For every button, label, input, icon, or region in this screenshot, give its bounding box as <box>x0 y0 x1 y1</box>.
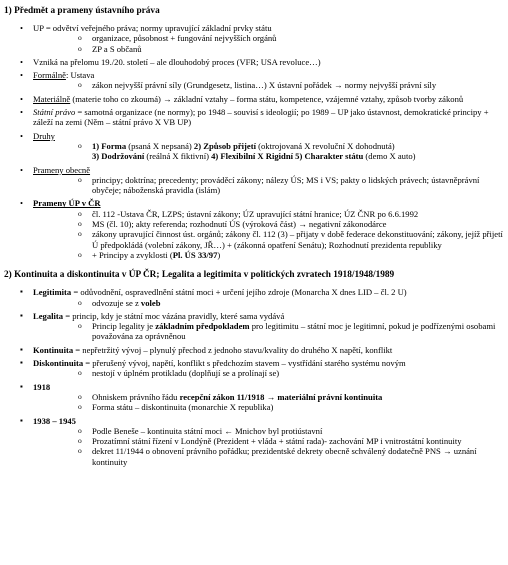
legalita-text: = princip, kdy je státní moc vázána pravidly, které sama vydává <box>63 310 285 321</box>
sub-item: o Forma státu – diskontinuita (monarchie X republika) <box>33 402 504 412</box>
vznik-text: Vzniká na přelomu 19./20. století – ale dlouhodobý proces (VFR; USA revoluce…) <box>33 56 321 67</box>
legalita-sub-text2: pro legitimitu – státní moc je legitimní, pokud je podřízenými osobami považována za oprávněnou <box>92 321 496 342</box>
legitimita-text: = odůvodnění, ospravedlnění státní moci + určení jejího zdroje (Monarcha X dnes LID – čl. 2 U) <box>71 287 407 298</box>
list-item-1918 <box>4 382 504 413</box>
list-item-legitimita <box>4 287 504 308</box>
statni-pravo-text: = samotná organizace (ne normy); po 1948 – souvisí s ideologií; po 1989 – UP jako ústavnost, demokratické principy + záleží na zemi (Něm – státní právo X VB UP) <box>33 107 489 128</box>
kontinuita-label: Kontinuita <box>33 344 74 355</box>
legitimita-label: Legitimita <box>33 287 72 298</box>
statni-pravo-label: Státní právo <box>33 107 76 118</box>
list-item-druhy <box>4 131 504 162</box>
list-item-vznik <box>4 57 504 67</box>
list-item-diskontinuita <box>4 358 504 379</box>
list-item-statni-pravo <box>4 107 504 128</box>
prameny-cr-label: Prameny ÚP v ČR <box>33 198 101 209</box>
plus-reference: Pl. ÚS 33/97 <box>172 249 218 260</box>
principy-text: + Principy a zvyklosti ( <box>92 249 173 260</box>
legalita-sub-bold: základním předpokladem <box>155 321 250 332</box>
druhy-zpusob: 2) Způsob přijetí <box>193 140 256 151</box>
sub-item <box>33 321 504 342</box>
list-item-materialne <box>4 94 504 104</box>
sub-item: o zákon nejvyšší právní síly (Grundgesetz, listina…) X ústavní pořádek → normy nejvyšší právní síly <box>33 80 504 90</box>
sub-item: o čl. 112 -Ustava ČR, LZPS; ústavní zákony; ÚZ upravující státní hranice; ÚZ ČNR po 6.6.1992 <box>33 209 504 219</box>
section-2-title: 2) Kontinuita a diskontinuita v ÚP ČR; Legalita a legitimita v politických zvratech 1918/1948/1989 <box>4 270 395 281</box>
diskontinuita-text: = přerušený vývoj, napětí, konflikt s předchozím stavem – vystřídání starého systému novým <box>83 358 406 369</box>
druhy-dodrzovani: 3) Dodržování <box>92 151 145 162</box>
list-item-formalne <box>4 70 504 91</box>
formalne-text: : Ustava <box>65 70 95 81</box>
druhy-forma: 1) Forma <box>92 140 127 151</box>
up-definition: UP = odvětví veřejného práva; normy upravující základní prvky státu <box>33 23 272 33</box>
druhy-dodrzovani-desc: (reálná X fiktivní) <box>144 151 212 162</box>
diskontinuita-label: Diskontinuita <box>33 358 84 369</box>
prameny-obecne-label: Prameny obecně <box>33 164 91 175</box>
materialne-label: Materiálně <box>33 93 71 104</box>
recepcni-zakon: recepční zákon 11/1918 <box>179 391 265 402</box>
list-item-kontinuita <box>4 345 504 355</box>
sub-item: o Podle Beneše – kontinuita státní moci ← Mnichov byl protiústavní <box>33 426 504 436</box>
sub-item: o MS (čl. 10); akty referenda; rozhodnutí ÚS (výroková část) → negativní zákonodárce <box>33 219 504 229</box>
kontinuita-text: = nepřetržitý vývoj – plynulý přechod z jednoho stavu/kvality do druhého X napětí, konflikt <box>73 344 393 355</box>
legitimita-sub-text: odvozuje se z <box>92 297 141 308</box>
sub-item: o zákony upravující činnost úst. orgánů; zákony čl. 112 (3) – přijaty v době federace dekonstituování; zákony, jejíž přijetí Ú předpokládá (volební zákony, JŘ…) + (zákonná opatření Senátu); Rozhodnutí prezidenta republiky <box>33 229 504 250</box>
legitimita-sub-bold: voleb <box>140 297 161 308</box>
druhy-forma-desc: (psaná X nepsaná) <box>126 140 194 151</box>
list-item-legalita <box>4 311 504 342</box>
sub-item-druhy <box>33 141 504 162</box>
section-1-title: 1) Předmět a prameny ústavního práva <box>4 6 160 16</box>
materialni-kontinuita: → materiální právní kontinuita <box>264 391 383 402</box>
sub-item <box>33 392 504 402</box>
sub-item <box>33 250 504 260</box>
list-item-up <box>4 23 504 54</box>
list-item-1938-1945 <box>4 416 504 467</box>
sub-item <box>33 298 504 308</box>
close-paren: ) <box>217 249 221 260</box>
sub-item: o ZP a S občanů <box>33 44 504 54</box>
y1918-sub-text: Ohniskem právního řádu <box>92 391 180 402</box>
legalita-sub-text1: Princip legality je <box>92 321 156 332</box>
year-1918: 1918 <box>33 381 51 392</box>
sub-item: o nestojí v úplném protikladu (doplňují se a prolínají se) <box>33 368 504 378</box>
druhy-flexibilni: 4) Flexibilní X Rigidní 5) Charakter státu <box>211 151 364 162</box>
sub-item: o dekret 11/1944 o obnovení právního pořádku; prezidentské dekrety obecně schválený dodatečně PNS → uznání kontinuity <box>33 446 504 467</box>
druhy-zpusob-desc: (oktrojovaná X revoluční X dohodnutá) <box>255 140 395 151</box>
year-1938-1945: 1938 – 1945 <box>33 415 76 426</box>
list-item-prameny-cr <box>4 198 504 260</box>
sub-item: o principy; doktrína; precedenty; prováděcí zákony; nálezy ÚS; MS i VS; pakty o lidských právech; ústavněprávní obyčeje; náboženská pravidla (islám) <box>33 175 504 196</box>
sub-item: o organizace, působnost + fungování nejvyšších orgánů <box>33 33 504 43</box>
list-item-prameny-obecne <box>4 165 504 196</box>
formalne-label: Formálně <box>33 70 66 81</box>
sub-item: o Prozatímní státní řízení v Londýně (Prezident + vláda + státní rada)- zachování MP i vnitrostátní kontinuity <box>33 436 504 446</box>
druhy-charakter-desc: (demo X auto) <box>363 151 416 162</box>
materialne-text: (materie toho co zkoumá) → základní vztahy – forma státu, kompetence, vzájemné vztahy, způsob tvorby zákonů <box>70 93 464 104</box>
druhy-label: Druhy <box>33 130 55 141</box>
legalita-label: Legalita <box>33 310 64 321</box>
